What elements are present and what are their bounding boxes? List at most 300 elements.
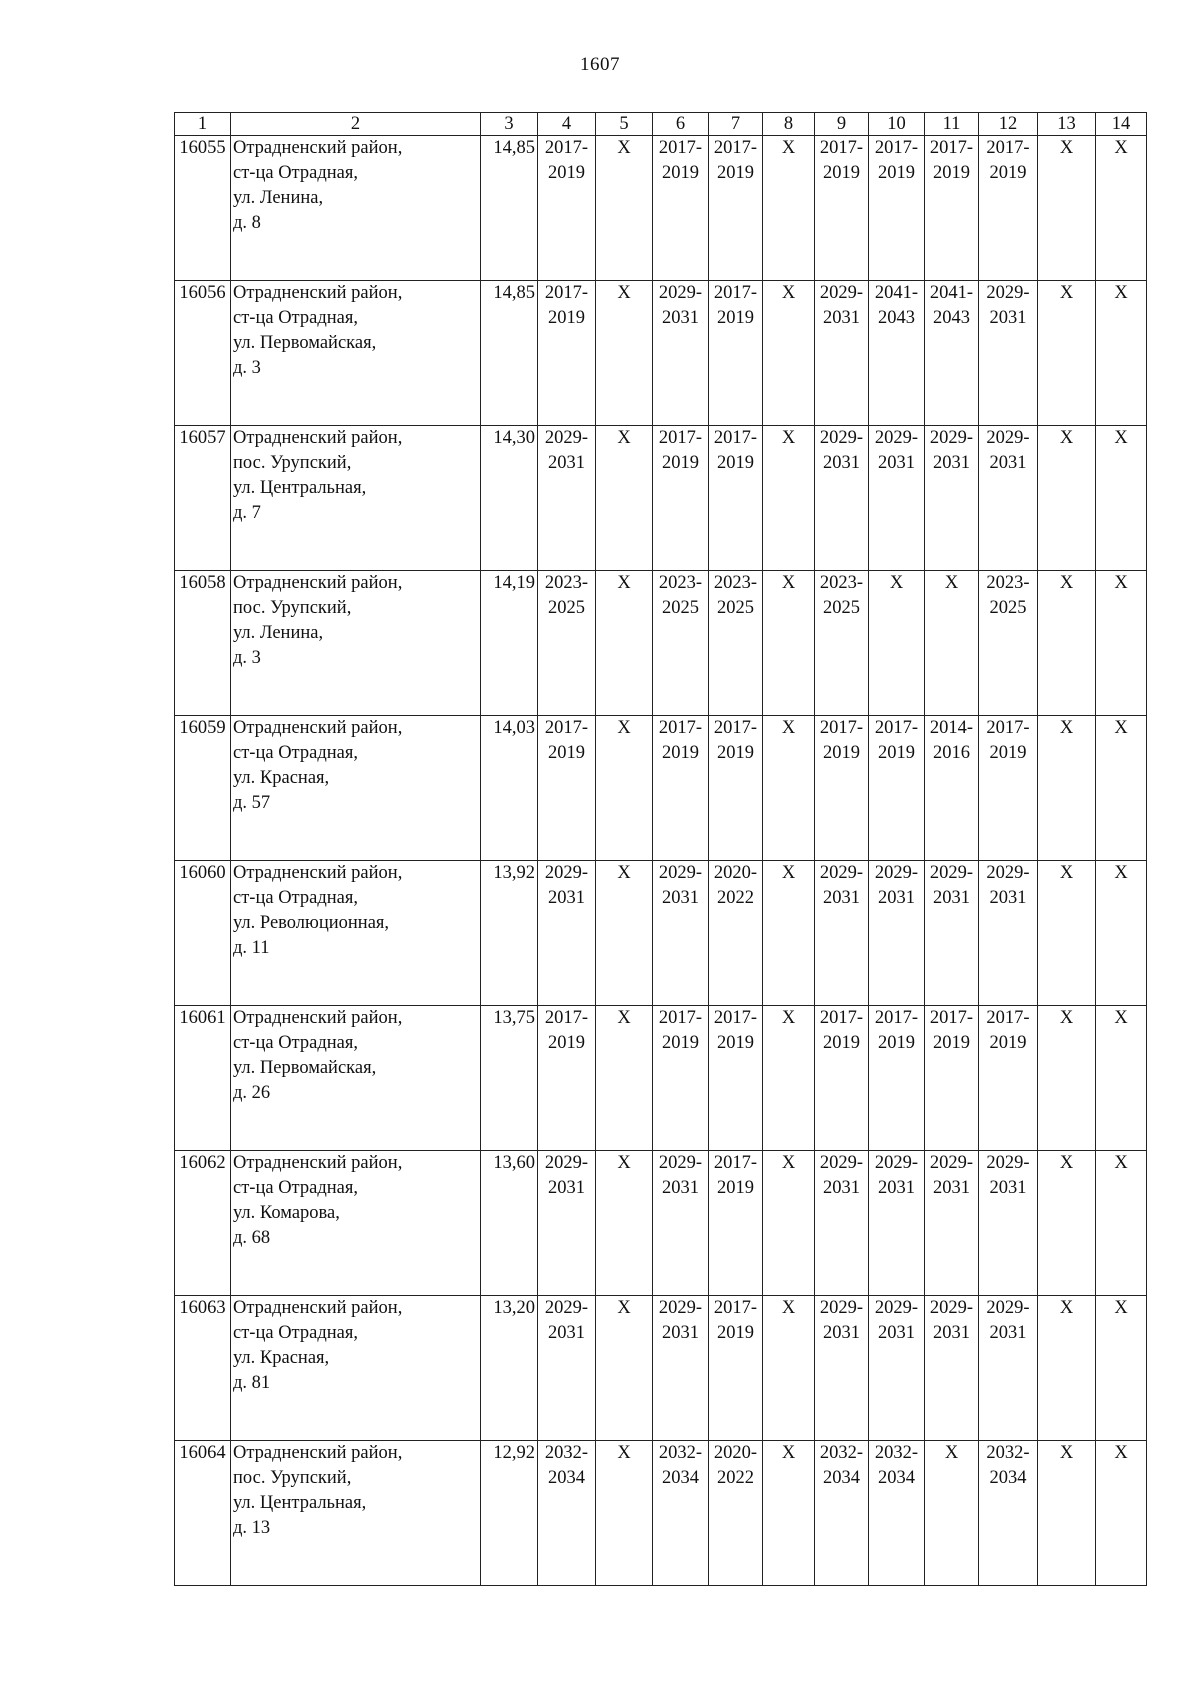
work-period-cell — [538, 571, 596, 716]
work-period-cell — [925, 281, 979, 426]
table-row — [175, 1296, 1147, 1441]
table-row — [175, 1151, 1147, 1296]
cell-value: 2029- 2031 — [874, 1153, 919, 1198]
cell-value: Х — [617, 428, 631, 448]
work-period-cell — [815, 1441, 869, 1586]
cell-value: 2017- 2019 — [658, 138, 703, 183]
not-applicable-cell — [596, 426, 653, 571]
work-period-cell — [979, 1006, 1038, 1151]
cell-value: 2029- 2031 — [986, 1153, 1030, 1198]
work-period-cell — [869, 1006, 925, 1151]
address-line: д. 3 — [233, 358, 261, 378]
address-line: Отрадненский район, — [233, 863, 403, 883]
work-period-cell — [653, 426, 709, 571]
cell-value: Х — [1059, 1153, 1074, 1173]
address-line: пос. Урупский, — [233, 453, 352, 473]
record-id-cell: 16062 — [175, 1151, 231, 1296]
cell-value: Х — [781, 428, 796, 448]
not-applicable-cell — [596, 1151, 653, 1296]
area-cell: 14,30 — [481, 426, 538, 571]
cell-value: 2032- 2034 — [986, 1443, 1030, 1488]
record-id-cell: 16056 — [175, 281, 231, 426]
cell-value: 2023- 2025 — [713, 573, 758, 618]
cell-value: 2029- 2031 — [544, 1298, 589, 1343]
cell-value: Х — [1059, 138, 1074, 158]
record-id-cell: 16057 — [175, 426, 231, 571]
page-number: 1607 — [580, 54, 620, 75]
not-applicable-cell — [596, 281, 653, 426]
cell-value: 2017- 2019 — [658, 428, 703, 473]
not-applicable-cell — [1096, 716, 1147, 861]
not-applicable-cell — [1038, 1441, 1096, 1586]
not-applicable-cell — [763, 571, 815, 716]
work-period-cell — [653, 1006, 709, 1151]
address-line: д. 81 — [233, 1373, 271, 1393]
not-applicable-cell — [1038, 861, 1096, 1006]
cell-value: 2029- 2031 — [986, 1298, 1030, 1343]
cell-value: 2029- 2031 — [819, 863, 864, 908]
cell-value: Х — [781, 1153, 796, 1173]
address-cell — [231, 1296, 481, 1441]
column-header: 4 — [538, 113, 596, 136]
cell-value: Х — [781, 1008, 796, 1028]
cell-value: 2017- 2019 — [713, 718, 758, 763]
not-applicable-cell — [763, 281, 815, 426]
address-line: ст-ца Отрадная, — [233, 1178, 358, 1198]
work-period-cell — [653, 1441, 709, 1586]
work-period-cell — [979, 1296, 1038, 1441]
work-period-cell — [653, 281, 709, 426]
work-period-cell — [925, 426, 979, 571]
cell-value: 2017- 2019 — [658, 718, 703, 763]
cell-value: 2017- 2019 — [544, 138, 589, 183]
cell-value: 2017- 2019 — [986, 718, 1030, 763]
cell-value: 2017- 2019 — [544, 283, 589, 328]
address-line: ст-ца Отрадная, — [233, 1323, 358, 1343]
address-line: д. 7 — [233, 503, 261, 523]
cell-value: 2020- 2022 — [713, 1443, 758, 1488]
work-period-cell — [979, 571, 1038, 716]
cell-value: 2029- 2031 — [874, 428, 919, 473]
cell-value: Х — [1114, 283, 1128, 303]
work-period-cell — [538, 1151, 596, 1296]
housing-register-table — [174, 112, 1147, 1586]
address-cell — [231, 1151, 481, 1296]
cell-value: Х — [617, 1153, 631, 1173]
not-applicable-cell — [1038, 136, 1096, 281]
cell-value: Х — [1114, 1298, 1128, 1318]
column-header: 1 — [175, 113, 231, 136]
cell-value: 2017- 2019 — [819, 138, 864, 183]
cell-value: Х — [1059, 718, 1074, 738]
record-id-cell: 16063 — [175, 1296, 231, 1441]
cell-value: 2032- 2034 — [819, 1443, 864, 1488]
work-period-cell — [869, 1151, 925, 1296]
work-period-cell — [979, 426, 1038, 571]
work-period-cell — [815, 1151, 869, 1296]
address-line: ст-ца Отрадная, — [233, 308, 358, 328]
cell-value: Х — [1114, 863, 1128, 883]
cell-value: 2017- 2019 — [819, 1008, 864, 1053]
cell-value: 2029- 2031 — [819, 283, 864, 328]
column-header: 7 — [709, 113, 763, 136]
work-period-cell — [869, 426, 925, 571]
address-line: ул. Центральная, — [233, 478, 367, 498]
table-row — [175, 136, 1147, 281]
table-row — [175, 571, 1147, 716]
column-header: 8 — [763, 113, 815, 136]
address-line: ул. Революционная, — [233, 913, 390, 933]
column-number-header-row — [175, 113, 1147, 136]
area-cell: 12,92 — [481, 1441, 538, 1586]
column-header: 14 — [1096, 113, 1147, 136]
cell-value: 2017- 2019 — [874, 138, 919, 183]
not-applicable-cell — [1038, 1151, 1096, 1296]
cell-value: 2029- 2031 — [658, 1298, 703, 1343]
not-applicable-cell — [1038, 426, 1096, 571]
cell-value: 2029- 2031 — [986, 428, 1030, 473]
work-period-cell — [538, 1296, 596, 1441]
not-applicable-cell — [596, 1441, 653, 1586]
work-period-cell — [925, 1006, 979, 1151]
cell-value: 2023- 2025 — [544, 573, 589, 618]
work-period-cell — [709, 716, 763, 861]
work-period-cell — [815, 1006, 869, 1151]
work-period-cell — [709, 571, 763, 716]
cell-value: 2017- 2019 — [986, 1008, 1030, 1053]
not-applicable-cell — [1096, 1151, 1147, 1296]
table-row — [175, 281, 1147, 426]
area-cell: 13,92 — [481, 861, 538, 1006]
cell-value: 2032- 2034 — [874, 1443, 919, 1488]
address-line: пос. Урупский, — [233, 598, 352, 618]
cell-value: Х — [617, 573, 631, 593]
column-header: 10 — [869, 113, 925, 136]
work-period-cell — [709, 281, 763, 426]
work-period-cell — [869, 1441, 925, 1586]
record-id-cell: 16061 — [175, 1006, 231, 1151]
not-applicable-cell — [1096, 426, 1147, 571]
address-line: Отрадненский район, — [233, 1008, 403, 1028]
not-applicable-cell — [1096, 861, 1147, 1006]
cell-value: Х — [617, 1008, 631, 1028]
address-line: д. 3 — [233, 648, 261, 668]
area-cell: 13,20 — [481, 1296, 538, 1441]
work-period-cell — [815, 861, 869, 1006]
not-applicable-cell — [1038, 281, 1096, 426]
cell-value: 2029- 2031 — [819, 1298, 864, 1343]
work-period-cell — [653, 1296, 709, 1441]
not-applicable-cell — [925, 571, 979, 716]
address-line: Отрадненский район, — [233, 138, 403, 158]
work-period-cell — [815, 716, 869, 861]
address-cell — [231, 426, 481, 571]
not-applicable-cell — [596, 1296, 653, 1441]
cell-value: Х — [781, 863, 796, 883]
record-id-cell: 16059 — [175, 716, 231, 861]
not-applicable-cell — [763, 426, 815, 571]
cell-value: Х — [1114, 1008, 1128, 1028]
cell-value: 2029- 2031 — [544, 863, 589, 908]
address-line: д. 11 — [233, 938, 270, 958]
cell-value: 2029- 2031 — [874, 863, 919, 908]
address-line: Отрадненский район, — [233, 1443, 403, 1463]
address-line: ст-ца Отрадная, — [233, 1033, 358, 1053]
not-applicable-cell — [596, 1006, 653, 1151]
not-applicable-cell — [1096, 1296, 1147, 1441]
cell-value: 2029- 2031 — [874, 1298, 919, 1343]
cell-value: Х — [1059, 573, 1074, 593]
address-line: пос. Урупский, — [233, 1468, 352, 1488]
not-applicable-cell — [1096, 1006, 1147, 1151]
address-cell — [231, 861, 481, 1006]
cell-value: Х — [781, 1298, 796, 1318]
cell-value: Х — [1114, 1153, 1128, 1173]
cell-value: Х — [781, 573, 796, 593]
cell-value: 2029- 2031 — [929, 1153, 974, 1198]
cell-value: Х — [1114, 718, 1128, 738]
work-period-cell — [869, 861, 925, 1006]
cell-value: Х — [781, 718, 796, 738]
not-applicable-cell — [763, 136, 815, 281]
cell-value: Х — [781, 138, 796, 158]
work-period-cell — [538, 281, 596, 426]
column-header: 13 — [1038, 113, 1096, 136]
not-applicable-cell — [1096, 281, 1147, 426]
column-header: 9 — [815, 113, 869, 136]
cell-value: Х — [781, 283, 796, 303]
column-header: 11 — [925, 113, 979, 136]
cell-value: 2017- 2019 — [713, 1298, 758, 1343]
address-line: Отрадненский район, — [233, 428, 403, 448]
address-line: Отрадненский район, — [233, 1153, 403, 1173]
cell-value: 2029- 2031 — [986, 283, 1030, 328]
not-applicable-cell — [869, 571, 925, 716]
not-applicable-cell — [763, 716, 815, 861]
table-row — [175, 716, 1147, 861]
column-header: 6 — [653, 113, 709, 136]
work-period-cell — [869, 716, 925, 861]
work-period-cell — [709, 1296, 763, 1441]
work-period-cell — [709, 861, 763, 1006]
not-applicable-cell — [596, 861, 653, 1006]
not-applicable-cell — [1096, 1441, 1147, 1586]
work-period-cell — [925, 136, 979, 281]
address-cell — [231, 1441, 481, 1586]
area-cell: 13,60 — [481, 1151, 538, 1296]
cell-value: 2029- 2031 — [929, 428, 974, 473]
not-applicable-cell — [763, 1006, 815, 1151]
not-applicable-cell — [596, 136, 653, 281]
work-period-cell — [538, 861, 596, 1006]
cell-value: 2032- 2034 — [544, 1443, 589, 1488]
not-applicable-cell — [1038, 571, 1096, 716]
cell-value: 2029- 2031 — [544, 428, 589, 473]
work-period-cell — [709, 1441, 763, 1586]
work-period-cell — [869, 1296, 925, 1441]
cell-value: 2017- 2019 — [819, 718, 864, 763]
cell-value: Х — [1059, 1443, 1074, 1463]
work-period-cell — [538, 136, 596, 281]
cell-value: Х — [1059, 863, 1074, 883]
cell-value: 2017- 2019 — [713, 138, 758, 183]
cell-value: 2017- 2019 — [713, 1153, 758, 1198]
table-body — [175, 136, 1147, 1586]
work-period-cell — [653, 571, 709, 716]
work-period-cell — [979, 716, 1038, 861]
cell-value: 2014- 2016 — [929, 718, 974, 763]
cell-value: Х — [617, 1443, 631, 1463]
cell-value: 2017- 2019 — [658, 1008, 703, 1053]
work-period-cell — [538, 1441, 596, 1586]
address-line: ст-ца Отрадная, — [233, 743, 358, 763]
address-line: ул. Ленина, — [233, 623, 324, 643]
area-cell: 14,19 — [481, 571, 538, 716]
not-applicable-cell — [596, 571, 653, 716]
cell-value: Х — [617, 863, 631, 883]
cell-value: 2023- 2025 — [819, 573, 864, 618]
cell-value: 2029- 2031 — [544, 1153, 589, 1198]
work-period-cell — [653, 1151, 709, 1296]
record-id-cell: 16055 — [175, 136, 231, 281]
address-cell — [231, 716, 481, 861]
cell-value: 2017- 2019 — [929, 1008, 974, 1053]
cell-value: Х — [1059, 283, 1074, 303]
address-line: д. 68 — [233, 1228, 271, 1248]
cell-value: Х — [1114, 573, 1128, 593]
cell-value: 2032- 2034 — [658, 1443, 703, 1488]
area-cell: 14,85 — [481, 136, 538, 281]
cell-value: Х — [617, 138, 631, 158]
work-period-cell — [709, 1006, 763, 1151]
work-period-cell — [869, 136, 925, 281]
area-cell: 14,03 — [481, 716, 538, 861]
cell-value: Х — [1059, 1298, 1074, 1318]
work-period-cell — [979, 1151, 1038, 1296]
cell-value: 2029- 2031 — [658, 863, 703, 908]
column-header: 2 — [231, 113, 481, 136]
work-period-cell — [815, 426, 869, 571]
address-cell — [231, 136, 481, 281]
work-period-cell — [538, 426, 596, 571]
work-period-cell — [815, 281, 869, 426]
cell-value: 2017- 2019 — [986, 138, 1030, 183]
not-applicable-cell — [763, 861, 815, 1006]
address-line: ул. Красная, — [233, 768, 330, 788]
cell-value: 2041- 2043 — [929, 283, 974, 328]
work-period-cell — [925, 1296, 979, 1441]
work-period-cell — [538, 1006, 596, 1151]
address-line: Отрадненский район, — [233, 718, 403, 738]
cell-value: Х — [781, 1443, 796, 1463]
cell-value: 2029- 2031 — [658, 1153, 703, 1198]
cell-value: Х — [1114, 428, 1128, 448]
address-line: д. 13 — [233, 1518, 271, 1538]
not-applicable-cell — [1096, 136, 1147, 281]
work-period-cell — [979, 861, 1038, 1006]
address-line: ст-ца Отрадная, — [233, 163, 358, 183]
cell-value: 2017- 2019 — [544, 718, 589, 763]
work-period-cell — [979, 281, 1038, 426]
cell-value: Х — [617, 283, 631, 303]
cell-value: Х — [944, 573, 959, 593]
work-period-cell — [709, 1151, 763, 1296]
cell-value: 2017- 2019 — [713, 283, 758, 328]
cell-value: 2017- 2019 — [874, 1008, 919, 1053]
cell-value: 2017- 2019 — [713, 428, 758, 473]
address-cell — [231, 571, 481, 716]
work-period-cell — [869, 281, 925, 426]
cell-value: Х — [1059, 428, 1074, 448]
cell-value: 2029- 2031 — [929, 1298, 974, 1343]
work-period-cell — [925, 861, 979, 1006]
table-row — [175, 426, 1147, 571]
cell-value: 2029- 2031 — [929, 863, 974, 908]
cell-value: 2017- 2019 — [874, 718, 919, 763]
area-cell: 14,85 — [481, 281, 538, 426]
table-row — [175, 861, 1147, 1006]
cell-value: Х — [944, 1443, 959, 1463]
work-period-cell — [653, 136, 709, 281]
cell-value: Х — [1114, 138, 1128, 158]
work-period-cell — [815, 571, 869, 716]
cell-value: 2023- 2025 — [986, 573, 1030, 618]
table-row — [175, 1006, 1147, 1151]
cell-value: 2029- 2031 — [819, 1153, 864, 1198]
cell-value: 2017- 2019 — [544, 1008, 589, 1053]
not-applicable-cell — [1038, 716, 1096, 861]
not-applicable-cell — [763, 1151, 815, 1296]
cell-value: 2020- 2022 — [713, 863, 758, 908]
not-applicable-cell — [763, 1296, 815, 1441]
address-line: д. 26 — [233, 1083, 271, 1103]
address-line: Отрадненский район, — [233, 1298, 403, 1318]
cell-value: 2017- 2019 — [929, 138, 974, 183]
not-applicable-cell — [1038, 1296, 1096, 1441]
cell-value: Х — [889, 573, 904, 593]
address-line: ул. Первомайская, — [233, 333, 377, 353]
not-applicable-cell — [596, 716, 653, 861]
address-line: ул. Ленина, — [233, 188, 324, 208]
column-header: 3 — [481, 113, 538, 136]
work-period-cell — [653, 861, 709, 1006]
work-period-cell — [979, 136, 1038, 281]
cell-value: 2017- 2019 — [713, 1008, 758, 1053]
cell-value: Х — [617, 1298, 631, 1318]
address-line: ул. Первомайская, — [233, 1058, 377, 1078]
record-id-cell: 16058 — [175, 571, 231, 716]
cell-value: 2029- 2031 — [658, 283, 703, 328]
address-line: ул. Центральная, — [233, 1493, 367, 1513]
work-period-cell — [815, 136, 869, 281]
area-cell: 13,75 — [481, 1006, 538, 1151]
work-period-cell — [653, 716, 709, 861]
cell-value: Х — [617, 718, 631, 738]
work-period-cell — [925, 716, 979, 861]
not-applicable-cell — [1038, 1006, 1096, 1151]
work-period-cell — [709, 426, 763, 571]
record-id-cell: 16060 — [175, 861, 231, 1006]
address-line: ул. Красная, — [233, 1348, 330, 1368]
work-period-cell — [925, 1151, 979, 1296]
address-line: Отрадненский район, — [233, 573, 403, 593]
cell-value: Х — [1059, 1008, 1074, 1028]
address-line: д. 8 — [233, 213, 261, 233]
column-header: 12 — [979, 113, 1038, 136]
not-applicable-cell — [1096, 571, 1147, 716]
work-period-cell — [709, 136, 763, 281]
address-line: ул. Комарова, — [233, 1203, 340, 1223]
